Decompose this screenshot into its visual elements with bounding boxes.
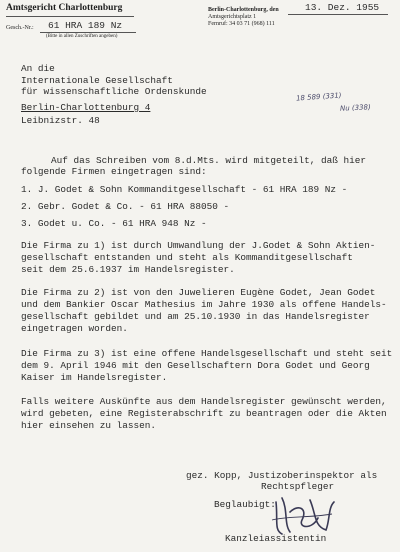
para3-line-2: dem 9. April 1946 mit den Gesellschaftern Dora Godet und Georg	[21, 360, 370, 371]
para2-line-3: gesellschaft gebildet und am 25.10.1930 in das Handelsregister	[21, 311, 370, 322]
intro-line-2: folgende Firmen eingetragen sind:	[21, 166, 207, 177]
recipient-city: Berlin-Charlottenburg 4	[21, 102, 151, 113]
para1-line-2: gesellschaft entstanden und steht als Kommanditgesellschaft	[21, 252, 353, 263]
para3-line-3: Kaiser im Handelsregister.	[21, 372, 168, 383]
signer-role: Rechtspfleger	[261, 481, 335, 492]
letter-date: 13. Dez. 1955	[305, 2, 380, 13]
para2-line-4: eingetragen worden.	[21, 323, 128, 334]
recipient-line-1: An die	[21, 63, 55, 74]
file-number: 61 HRA 189 Nz	[48, 20, 123, 31]
court-phone: Fernruf: 34 03 71 (968) 111	[208, 21, 275, 27]
para2-line-1: Die Firma zu 2) ist von den Juwelieren Eugène Godet, Jean Godet	[21, 287, 376, 298]
firm-item-1: 1. J. Godet & Sohn Kommanditgesellschaft - 61 HRA 189 Nz -	[21, 184, 348, 195]
para1-line-1: Die Firma zu 1) ist durch Umwandlung der J.Godet & Sohn Aktien-	[21, 240, 376, 251]
header-rule-left	[6, 16, 134, 17]
firm-item-2: 2. Gebr. Godet & Co. - 61 HRA 88050 -	[21, 201, 230, 212]
recipient-line-3: für wissenschaftliche Ordenskunde	[21, 86, 207, 97]
court-address: Amtsgerichtsplatz 1	[208, 14, 257, 20]
recipient-line-2: Internationale Gesellschaft	[21, 75, 173, 86]
para4-line-3: hier einsehen zu lassen.	[21, 420, 157, 431]
date-underline	[288, 14, 388, 15]
signed-by: gez. Kopp, Justizoberinspektor als	[186, 470, 378, 481]
court-name: Amtsgericht Charlottenburg	[6, 3, 123, 13]
para1-line-3: seit dem 25.6.1937 im Handelsregister.	[21, 264, 235, 275]
para3-line-1: Die Firma zu 3) ist eine offene Handelsgesellschaft und steht seit	[21, 348, 393, 359]
intro-line-1: Auf das Schreiben vom 8.d.Mts. wird mitgeteilt, daß hier	[51, 155, 367, 166]
firm-item-3: 3. Godet u. Co. - 61 HRA 948 Nz -	[21, 218, 207, 229]
para2-line-2: und dem Bankier Oscar Mathesius im Jahre 1930 als offene Handels-	[21, 299, 387, 310]
handwritten-reference-2: Nu (338)	[339, 103, 371, 113]
handwritten-reference-1: 18 589 (331)	[295, 91, 342, 103]
para4-line-1: Falls weitere Auskünfte aus dem Handelsregister gewünscht werden,	[21, 396, 387, 407]
clerk-title: Kanzleiassistentin	[225, 533, 327, 544]
file-number-hint: (Bitte in allen Zuschriften angeben)	[46, 34, 118, 39]
city-line: Berlin-Charlottenburg, den	[208, 7, 279, 13]
recipient-street: Leibnizstr. 48	[21, 115, 100, 126]
certified-label: Beglaubigt:	[214, 499, 276, 510]
file-number-underline	[40, 32, 136, 33]
para4-line-2: wird gebeten, eine Registerabschrift zu beantragen oder die Akten	[21, 408, 387, 419]
file-number-label: Gesch.-Nr.:	[6, 25, 34, 31]
